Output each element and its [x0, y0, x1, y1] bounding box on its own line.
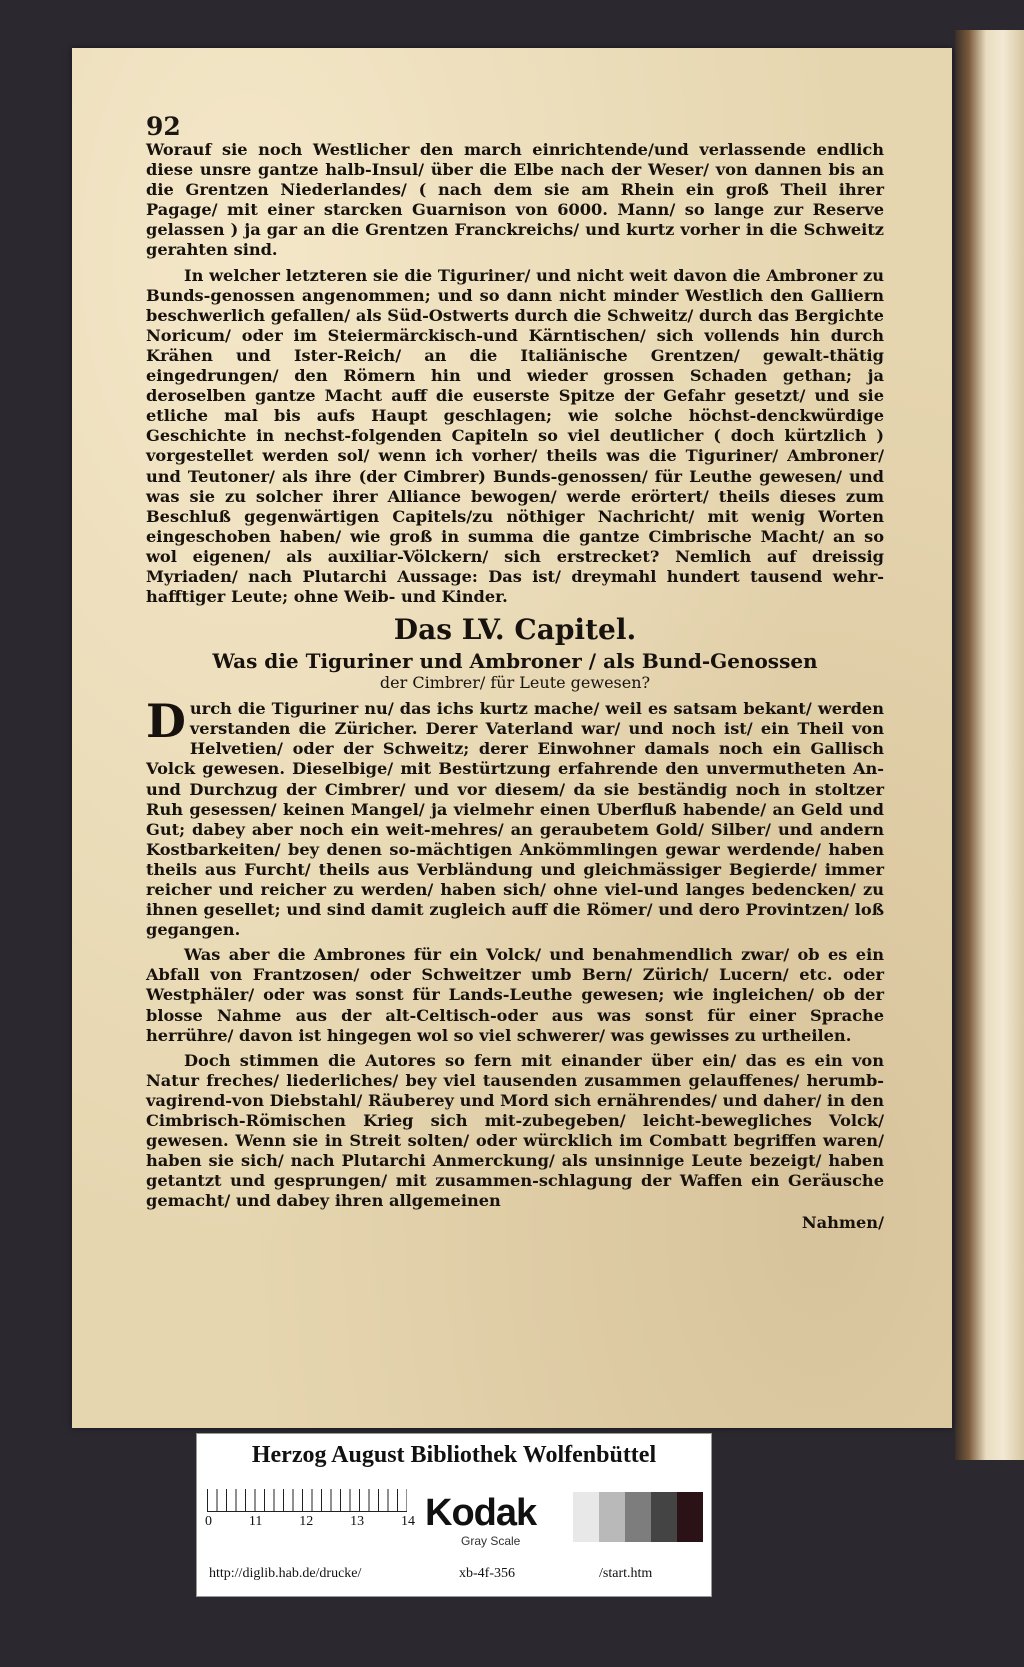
ruler-labels — [205, 1514, 415, 1530]
url-right: /start.htm — [599, 1566, 653, 1581]
page-text — [146, 140, 884, 1233]
catchword: Nahmen/ — [801, 1212, 884, 1232]
gray-scale-bars — [573, 1492, 703, 1542]
kodak-logo: Kodak — [425, 1492, 537, 1534]
ruler-label: 13 — [350, 1514, 365, 1529]
chapter-paragraph-3: Doch stimmen die Autores so fern mit einander über ein/ das es ein von Natur freches/ liederliches/ bey viel tausenden zusammen gelauffenes/ herumb-vagirend-von Diebstahl/ Räuberey und Mord sich ernährendes/ und daher/ in den Cimbrisch-Römischen Krieg sich mit-zubegeben/ leicht-bewegliches Volck/ gewesen. Wenn sie in Streit solten/ oder würcklich im Combatt begriffen waren/ haben sie sich/ nach Plutarchi Anmerckung/ als unsinnige Leute bezeigt/ haben getantzt und gesprungen/ mit zusammen-schlagung der Waffen ein Geräusche gemacht/ und dabey ihren allgemeinen — [146, 1050, 884, 1211]
ruler-scale — [207, 1489, 407, 1512]
page-number: 92 — [146, 112, 181, 141]
gray-swatch — [677, 1492, 703, 1542]
gray-swatch — [573, 1492, 599, 1542]
chapter-subtitle-continued: der Cimbrer/ für Leute gewesen? — [379, 673, 651, 693]
chapter-heading: Das LV. Capitel. — [393, 613, 637, 647]
url-left: http://diglib.hab.de/drucke/ — [209, 1566, 362, 1581]
chapter-paragraph-2: Was aber die Ambrones für ein Volck/ und benahmendlich zwar/ ob es ein Abfall von Frantzosen/ oder Schweitzer umb Bern/ Zürich/ Lucern/ etc. oder Westphäler/ oder was sonst für Lands-Leuthe gewesen; wie ingleichen/ ob der blosse Nahme aus der alt-Celtisch-oder aus was sonst für einer Sprache herrühre/ davon ist hingegen wol so viel schwerer/ was gewisses zu urtheilen. — [146, 945, 884, 1045]
chapter-subtitle: Was die Tiguriner und Ambroner / als Bund-Genossen — [212, 649, 818, 674]
gray-scale-label: Gray Scale — [461, 1534, 521, 1548]
color-target-strip — [196, 1433, 712, 1597]
ruler-label: 12 — [299, 1514, 314, 1529]
paragraph-2: In welcher letzteren sie die Tiguriner/ und nicht weit davon die Ambroner zu Bunds-genossen angenommen; und so dann nicht minder Westlich den Galliern beschwerlich gefallen/ als Süd-Ostwerts durch die Schweitz/ durch das Bergichte Noricum/ oder im Steiermärckisch-und Kärntischen/ sich vollends hin durch Krähen und Ister-Reich/ an die Italiänische Grentzen/ gewalt-thätig eingedrungen/ den Römern hin und wieder grossen Schaden gethan; ja deroselben gantze Macht auff die euserste Spitze der Gefahr gesetzt/ und sie etliche mal bis aufs Haupt geschlagen; wie solche höchst-denckwürdige Geschichte in nechst-folgenden Capiteln so viel deutlicher ( doch kürtzlich ) vorgestellet werden sol/ wenn ich vorher/ theils was die Tiguriner/ Ambroner/ und Teutoner/ als ihre (der Cimbrer) Bunds-genossen/ für Leuthe gewesen/ und was sie zu solcher ihrer Alliance bewogen/ werde erörtert/ theils dieses zum Beschluß gegenwärtigen Capitels/zu nöthiger Nachricht/ mit wenig Worten eingeschoben haben/ wie groß in summa die gantze Cimbrische Macht/ an so wol eigenen/ als auxiliar-Völckern/ sich erstrecket? Nemlich auf dreissig Myriaden/ nach Plutarchi Aussage: Das ist/ dreymahl hundert tausend wehr-hafftiger Leute; ohne Weib- und Kinder. — [146, 265, 884, 607]
chapter-paragraph-1 — [146, 694, 884, 940]
drop-cap: D — [146, 694, 186, 749]
paragraph-1: Worauf sie noch Westlicher den march einrichtende/und verlassende endlich diese unsre gantze halb-Insul/ über die Elbe nach der Weser/ von dannen bis an die Grentzen Niederlandes/ ( nach dem sie am Rhein ein groß Theil ihrer Pagage/ mit einer starcken Guarnison von 6000. Mann/ so lange zur Reserve gelassen ) ja gar an die Grentzen Franckreichs/ und kurtz vorher in die Schweitz gerahten sind. — [146, 140, 884, 260]
gray-swatch — [651, 1492, 677, 1542]
ruler-label: 11 — [248, 1514, 263, 1529]
book-edge — [955, 30, 1024, 1460]
chapter-paragraph-1-text: urch die Tiguriner nu/ das ichs kurtz mache/ weil es satsam bekant/ werden verstanden die Züricher. Derer Vaterland war/ und noch ist/ ein Theil von Helvetien/ oder der Schweitz; derer Einwohner damals noch ein Gallisch Volck gewesen. Dieselbige/ mit Bestürtzung erfahrende den unvermutheten An-und Durchzug der Cimbrer/ und vor diesem/ da sie beständig noch in stoltzer Ruh gesessen/ keinen Mangel/ ja vielmehr einen Uberfluß habende/ an Geld und Gut; dabey aber noch ein weit-mehres/ an geraubetem Gold/ Silber/ und andern Kostbarkeiten/ bey denen so-mächtigen Ankömmlingen gewar werdende/ haben theils aus Furcht/ theils aus Verbländung und gleichmässiger Begierde/ immer reicher und reicher zu werden/ haben sich/ ohne viel-und langes bedencken/ zu ihnen gesellet; und sind damit zugleich auff die Römer/ und dero Provintzen/ loß gegangen. — [146, 699, 884, 940]
shelfmark: xb-4f-356 — [459, 1566, 515, 1581]
gray-swatch — [599, 1492, 625, 1542]
gray-swatch — [625, 1492, 651, 1542]
ruler-label: 0 — [205, 1514, 212, 1529]
ruler-label: 14 — [400, 1514, 415, 1529]
library-name: Herzog August Bibliothek Wolfenbüttel — [251, 1442, 657, 1468]
